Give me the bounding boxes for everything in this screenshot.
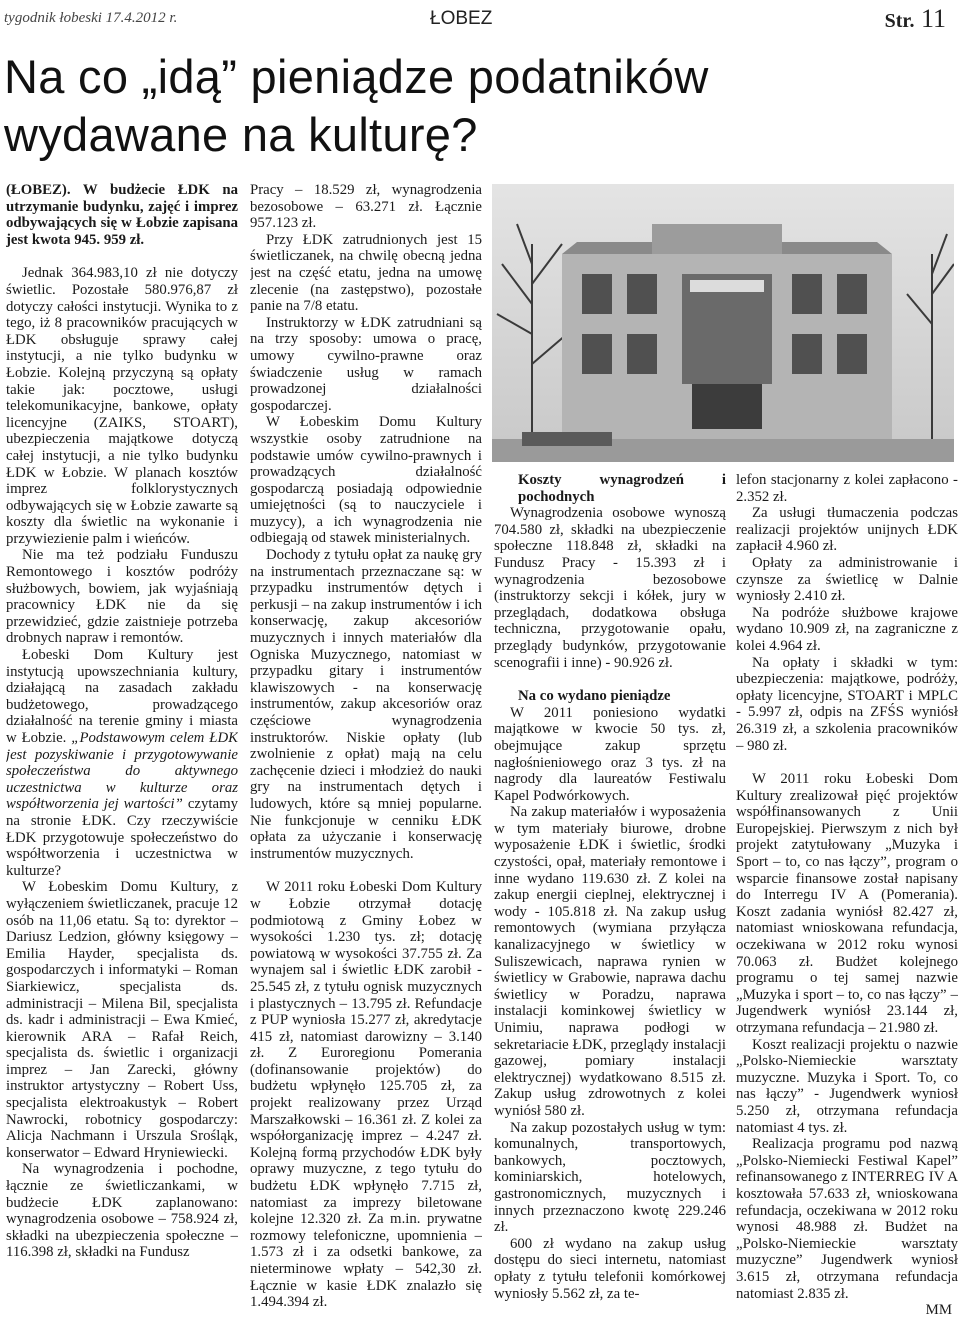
paragraph: Na wynagrodzenia i pochodne, łącznie ze świetliczankami, w budżecie ŁDK zaplanowano: wynagrodzenia osobowe – 758.924 zł, składki na ubezpieczenia społeczne – 116.398 zł, składki na Fundusz — [6, 1161, 238, 1261]
paragraph: Na opłaty i składki w tym: ubezpieczenia: majątkowe, podróży, opłaty licencyjne, STOART i MPLC - 5.997 zł, odpis na ZFŚS wyniósł 26.319 zł, a szkolenia pracowników – 980 zł. — [736, 654, 958, 754]
paragraph-text: Łobeski Dom Kultury jest instytucją upowszechniania kultury, działającą na zasadach zakładu budżetowego, prowadzącego działalność na terenie gminy i miasta w Łobzie. — [6, 647, 238, 746]
masthead — [0, 0, 960, 44]
building-photo-illustration — [492, 184, 954, 462]
paragraph: Na zakup materiałów i wyposażenia w tym materiały biurowe, drobne wyposażenie ŁDK i świetlic, środki czystości, opał, materiały remontowe i inne wydano 119.630 zł. Z kolei na zakup energii cieplnej, elektrycznej i wody - 105.818 zł. Na zakup usług remontowych (wymiana przyłącza kanalizacyjnego w świetlicy w Suliszewicach, naprawa rynien w świetlicy w Grabowie, naprawa dachu świetlicy w Poradzu, naprawa instalacji kominkowej świetlicy w Unimiu, naprawa podłogi w sekretariacie ŁDK, przeglądy instalacji gazowej, pomiary instalacji elektrycznej) wydatkowano 8.515 zł. Zakup usług zdrowotnych z kolei wyniósł 580 zł. — [494, 804, 726, 1119]
article-column-2 — [250, 182, 482, 1322]
paragraph: Realizacja programu pod nazwą „Polsko-Niemiecki Festiwal Kapel” refinansowanego z INTERREG IV A kosztowała 57.633 zł, wnioskowana refundacja, oczekiwana w 2012 roku wynosi 48.988 zł. Budżet na „Polsko-Niemieckie warsztaty muzyczne” Jugendwerk wyniosł 3.615 zł, otrzymana refundacja natomiast 2.835 zł. — [736, 1136, 958, 1302]
paragraph: W Łobeskim Domu Kultury wszystkie osoby zatrudnione na podstawie umów cywilno-prawnych i prowadzących działalność gospodarczą posiadają odpowiednie umiejętności (są to nauczyciele i muzycy), a ich wynagrodzenia nie odbiegają od stawek ministerialnych. — [250, 414, 482, 547]
paragraph: Jednak 364.983,10 zł nie dotyczy świetlic. Pozostałe 580.976,87 zł dotyczy całości instytucji. Wynika to z tego, iż 8 pracowników pracujących w ŁDK obsługuje sprawy całej instytucji, a nie tylko budynku w Łobzie. Kolejną przyczyną są opłaty takie jak: pocztowe, usługi telekomunikacyjne, bankowe, opłaty licencyjne (ZAIKS, STOART), ubezpieczenia majątkowe dotyczą całej instytucji, a nie tylko budynku ŁDK w Łobzie. W planach kosztów imprez folklorystycznych odbywających się w Łobzie zawarte są koszty dla świetlic na wykonanie i przywiezienie palm i wieńców. — [6, 265, 238, 547]
article-lead: (ŁOBEZ). W budżecie ŁDK na utrzymanie budynku, zajęć i imprez odbywających się w Łobzie zapisana jest kwota 945. 959 zł. — [6, 182, 238, 248]
paragraph: lefon stacjonarny z kolei zapłacono - 2.352 zł. — [736, 472, 958, 505]
section-title: ŁOBEZ — [430, 8, 493, 29]
paragraph: Koszt realizacji projektu o nazwie „Polsko-Niemieckie warsztaty muzyczne. Muzyka i Sport. To, co nas łączy” - Jugendwerk wyniosł 5.250 zł, otrzymana refundacja natomiast 4 tys. zł. — [736, 1036, 958, 1136]
subheading-spending: Na co wydano pieniądze — [518, 688, 671, 705]
paragraph: 600 zł wydano na zakup usług dostępu do sieci internetu, natomiast opłaty z tytułu telefonii komórkowej wyniosły 5.562 zł, za te- — [494, 1235, 726, 1302]
article-photo — [492, 184, 954, 462]
paragraph — [6, 647, 238, 879]
article-column-1 — [6, 182, 238, 1322]
paragraph: Instruktorzy w ŁDK zatrudniani są na trzy sposoby: umowa o pracę, umowy cywilno-prawne oraz świadczenie usług w ramach prowadzonej działalności gospodarczej. — [250, 314, 482, 414]
paragraph: Za usługi tłumaczenia podczas realizacji projektów unijnych ŁDK zapłacił 4.960 zł. — [736, 505, 958, 555]
paragraph: W Łobeskim Domu Kultury, z wyłączeniem świetliczanek, pracuje 12 osób na 11,06 etatu. Są to: dyrektor – Dariusz Ledzion, główny księgowy – Emilia Hayder, specjalista ds. gospodarczych i informatyki – Roman Siarkiewicz, specjalista ds. administracji – Milena Bil, specjalista ds. kadr i administracji – Ewa Kmieć, kierownik ARA – Rafał Reich, specjalista ds. świetlic i organizacji imprez – Jan Zarecki, główny instruktor artystyczny – Robert Uss, specjalista elektroakustyk – Robert Nawrocki, robotnicy gospodarczy: Alicja Nachmann i Urszula Srośląk, konserwator – Edward Hryniewiecki. — [6, 879, 238, 1161]
paragraph: Wynagrodzenia osobowe wynoszą 704.580 zł, składki na ubezpieczenie społeczne 118.848 zł, składki na Fundusz Pracy - 15.393 zł i wynagrodzenia bezosobowe (instruktorzy sekcji i kółek, jury w przeglądach, dodatkowa obsługa techniczna, przygotowanie opału, przeglądy budynków, przygotowanie scenografii i inne) - 90.926 zł. — [494, 505, 726, 671]
quote: „Podstawowym celem ŁDK jest pozyskiwanie i przygotowywanie społeczeństwa do aktywnego uczestnictwa w kulturze oraz współtworzenia jej wartości” — [6, 730, 238, 813]
author-signature — [736, 1302, 958, 1319]
subheading-costs: Koszty wynagrodzeń i pochodnych — [518, 472, 726, 505]
paragraph: W 2011 roku Łobeski Dom Kultury zrealizował pięć projektów współfinansowanych z Unii Europejskiej. Pierwszym z nich był projekt zatytułowany „Muzyka i Sport – to, co nas łączy”, program o wsparcie finansowe został napisany do Interregu IV A (Pomerania). Koszt zadania wyniósł 82.427 zł, natomiast wnioskowana refundacja, oczekiwana w 2012 roku wynosi 70.063 zł. Budżet kolejnego programu o tej samej nazwie „Muzyka i sport – to, co nas łączy” – Jugendwerk wyniósł 23.144 zł, otrzymana refundacja – 21.980 zł. — [736, 771, 958, 1036]
paragraph: W 2011 roku Łobeski Dom Kultury w Łobzie otrzymał dotację podmiotową z Gminy Łobez w wysokości 1.230 tys. zł; dotację powiatową w wysokości 37.755 zł. Za wynajem sal i świetlic ŁDK zarobił - 25.545 zł, z tytułu ognisk muzycznych i plastycznych – 13.795 zł. Refundacje z PUP wyniosła 15.277 zł, akredytacje 415 zł, natomiast darowizny – 3.140 zł. Z Euroregionu Pomerania (dofinansowanie projektów) do budżetu wpłynęło 125.705 zł, za projekt realizowany przez Urząd Marszałkowski – 16.361 zł. Z kolei za współorganizację imprez – 4.247 zł. Kolejną formą przychodów ŁDK były oprawy muzyczne, z tego tytułu do budżetu ŁDK wpłynęło 7.715 zł, natomiast za imprezy biletowane kolejne 12.320 zł. Za m.in. prywatne rozmowy telefoniczne, upomnienia – 1.573 zł i za odsetki bankowe, za nieterminowe wpłaty – 542,30 zł. Łącznie w kasie ŁDK znalazło się 1.494.394 zł. — [250, 879, 482, 1311]
paragraph: Opłaty za administrowanie i czynsze za świetlicę w Dalnie wyniosły 2.410 zł. — [736, 554, 958, 605]
page-number — [885, 4, 946, 34]
paragraph: Dochody z tytułu opłat za naukę gry na instrumentach przeznaczane są: w przypadku instrumentów dętych i perkusji – na zakup instrumentów i ich konserwację, zakup akcesoriów muzycznych i innych materiałów dla Ogniska Muzycznego, natomiast w przypadku gitary i instrumentów klawiszowych - na konserwację instrumentów, zakup akcesoriów oraz częściowe wynagrodzenia instruktorów. Niskie opłaty (lub zwolnienie z opłat) mają na celu zachęcenie dzieci i młodzież do nauki gry na instrumentach dętych i ludowych, które są mniej popularne. Nie funkcjonuje w cenniku ŁDK opłata za użyczanie i konserwację instrumentów muzycznych. — [250, 547, 482, 862]
article-headline: Na co „idą” pieniądze podatników wydawane na kulturę? — [4, 50, 709, 161]
paragraph: Przy ŁDK zatrudnionych jest 15 świetliczanek, na chwilę obecną jedna jest na część etatu, jedna na umowę zlecenie (na zastępstwo), pozostałe panie na 7/8 etatu. — [250, 231, 482, 315]
issue-date: tygodnik łobeski 17.4.2012 r. — [4, 10, 178, 26]
paragraph: W 2011 poniesiono wydatki majątkowe w kwocie 50 tys. zł, obejmujące zakup sprzętu nagłośnieniowego oraz 3 tys. zł na nagrody dla laureatów Festiwalu Kapel Podwórkowych. — [494, 704, 726, 804]
signature-text: MM — [925, 1302, 952, 1319]
article-column-4 — [736, 472, 958, 1332]
article-column-3 — [494, 472, 726, 1332]
paragraph: Nie ma też podziału Funduszu Remontowego i kosztów podróży służbowych, bowiem, jak wyjaśniają pracownicy ŁDK nie da się przewidzieć, gdzie zaistnieje potrzeba drobnych napraw i remontów. — [6, 547, 238, 647]
paragraph: Na podróże służbowe krajowe wydano 10.909 zł, na zagraniczne z kolei 4.964 zł. — [736, 604, 958, 654]
page-label: Str. — [884, 10, 915, 32]
page-number-value: 11 — [920, 4, 946, 33]
paragraph: Pracy – 18.529 zł, wynagrodzenia bezosobowe – 63.271 zł. Łącznie 957.123 zł. — [250, 182, 482, 232]
paragraph-text: czytamy na stronie ŁDK. Czy rzeczywiście ŁDK przygotowuje społeczeństwo do współtworzenia i uczestnictwa w kulturze? — [6, 796, 238, 879]
paragraph: Na zakup pozostałych usług w tym: komunalnych, transportowych, bankowych, pocztowych, kominiarskich, hotelowych, gastronomicznych, muzycznych i innych przeznaczono kwotę 229.246 zł. — [494, 1119, 726, 1236]
